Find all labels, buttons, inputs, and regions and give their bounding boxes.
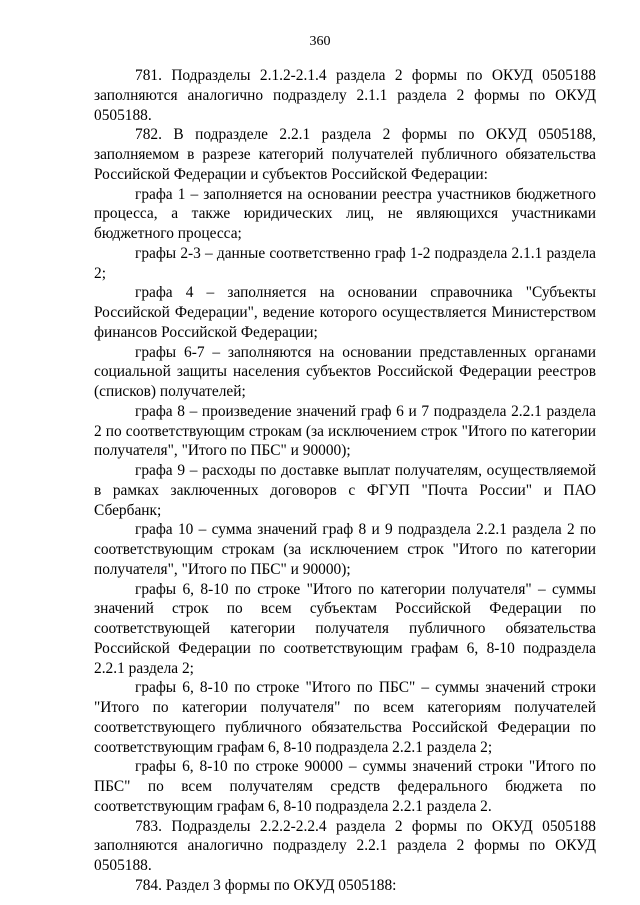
paragraph-column-4: графа 4 – заполняется на основании справочника "Субъекты Российской Федерации", ведение которого осуществляется Министерством финансов Российской Федерации; [94,284,596,341]
paragraph-783: 783. Подразделы 2.2.2-2.2.4 раздела 2 формы по ОКУД 0505188 заполняются аналогично подразделу 2.2.1 раздела 2 формы по ОКУД 0505188. [94,817,596,874]
document-body [94,66,596,896]
paragraph-column-8: графа 8 – произведение значений граф 6 и 7 подраздела 2.2.1 раздела 2 по соответствующим строкам (за исключением строк "Итого по категории получателя", "Итого по ПБС" и 90000); [94,402,596,460]
paragraph-781: 781. Подразделы 2.1.2-2.1.4 раздела 2 формы по ОКУД 0505188 заполняются аналогично подразделу 2.1.1 раздела 2 формы по ОКУД 0505188. [94,67,596,124]
page-number: 360 [309,34,331,49]
paragraph-column-9: графа 9 – расходы по доставке выплат получателям, осуществляемой в рамках заключенных договоров с ФГУП "Почта России" и ПАО Сбербанк; [94,462,596,519]
paragraph-782: 782. В подразделе 2.2.1 раздела 2 формы по ОКУД 0505188, заполняемом в разрезе категорий получателей публичного обязательства Российской Федерации и субъектов Российской Федерации: [94,126,596,183]
paragraph-columns-2-3: графы 2-3 – данные соответственно граф 1-2 подраздела 2.1.1 раздела 2; [94,244,596,282]
paragraph-row-90000: графы 6, 8-10 по строке 90000 – суммы значений строки "Итого по ПБС" по всем получателям средств федерального бюджета по соответствующим графам 6, 8-10 подраздела 2.2.1 раздела 2. [94,758,596,815]
paragraph-column-10: графа 10 – сумма значений граф 8 и 9 подраздела 2.2.1 раздела 2 по соответствующим строкам (за исключением строк "Итого по категории получателя", "Итого по ПБС" и 90000); [94,521,596,578]
paragraph-column-1: графа 1 – заполняется на основании реестра участников бюджетного процесса, а также юридических лиц, не являющихся участниками бюджетного процесса; [94,185,596,242]
paragraph-columns-6-7: графы 6-7 – заполняются на основании представленных органами социальной защиты населения субъектов Российской Федерации реестров (списков) получателей; [94,343,596,400]
paragraph-total-category: графы 6, 8-10 по строке "Итого по категории получателя" – суммы значений строк по всем субъектам Российской Федерации по соответствующей категории получателя публичного обязательства Российской Федерации по соответствующим графам 6, 8-10 подраздела 2.2.1 раздела 2; [94,580,596,677]
paragraph-total-pbs: графы 6, 8-10 по строке "Итого по ПБС" – суммы значений строки "Итого по категории получателя" по всем категориям получателей соответствующего публичного обязательства Российской Федерации по соответствующим графам 6, 8-10 подраздела 2.2.1 раздела 2; [94,679,596,756]
paragraph-784: 784. Раздел 3 формы по ОКУД 0505188: [135,876,397,894]
